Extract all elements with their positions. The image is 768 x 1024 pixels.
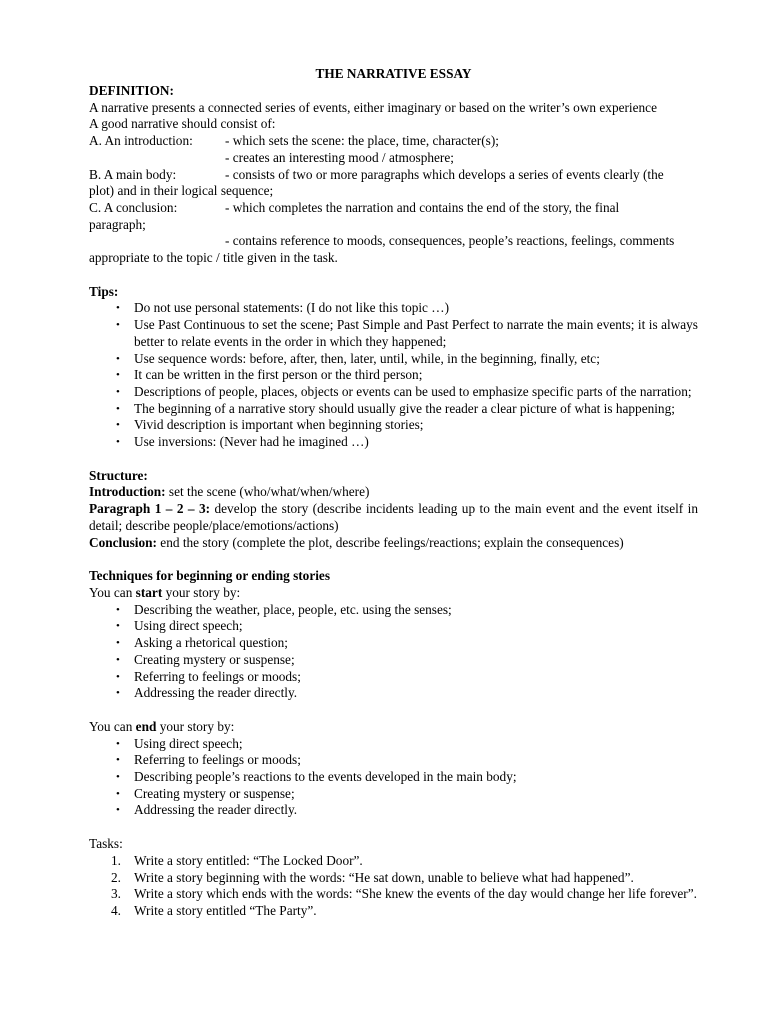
list-item-text: Vivid description is important when beginning stories; xyxy=(134,417,424,433)
spacer xyxy=(89,819,698,836)
list-item-text: Asking a rhetorical question; xyxy=(134,635,288,651)
techniques-end-post: your story by: xyxy=(156,718,235,734)
list-item xyxy=(89,635,698,652)
list-item-text: Descriptions of people, places, objects or events can be used to emphasize specific parts of the narration; xyxy=(134,383,692,399)
definition-body-text-first: - consists of two or more paragraphs which develops a series of events clearly (the xyxy=(225,166,664,182)
tips-list xyxy=(89,300,698,450)
list-item xyxy=(89,300,698,317)
list-item-text: Using direct speech; xyxy=(134,618,243,634)
definition-intro-text-2: - creates an interesting mood / atmosphere; xyxy=(225,149,454,165)
list-item xyxy=(89,401,698,418)
list-item-text: Referring to feelings or moods; xyxy=(134,752,301,768)
list-item-text: Describing the weather, place, people, etc. using the senses; xyxy=(134,601,452,617)
list-item xyxy=(89,351,698,368)
list-item-text: Using direct speech; xyxy=(134,735,243,751)
list-item-text: Creating mystery or suspense; xyxy=(134,651,295,667)
list-item-text: Write a story which ends with the words: “She knew the events of the day would change her life forever”. xyxy=(134,886,697,902)
list-item xyxy=(89,736,698,753)
list-item xyxy=(89,417,698,434)
bullet-icon: • xyxy=(116,637,120,650)
structure-para-text: develop the story (describe incidents leading up to the main event and the event itself in detail; describe people/place/emotions/actions) xyxy=(89,501,698,533)
list-item xyxy=(89,786,698,803)
structure-conclusion-text: end the story (complete the plot, describe feelings/reactions; explain the consequences) xyxy=(156,534,624,550)
definition-line-2: A good narrative should consist of: xyxy=(89,116,276,132)
definition-conclusion-text-2-rest: appropriate to the topic / title given in the task. xyxy=(89,250,338,266)
bullet-icon: • xyxy=(116,687,120,700)
definition-conclusion-label: C. A conclusion: xyxy=(89,199,178,215)
list-item-text: Use inversions: (Never had he imagined …) xyxy=(134,434,369,450)
structure-section xyxy=(89,468,698,552)
list-item-text: Addressing the reader directly. xyxy=(134,685,298,701)
list-item-text: Write a story beginning with the words: “He sat down, unable to believe what had happened”. xyxy=(134,869,634,885)
list-item xyxy=(89,853,698,870)
list-item-text: Creating mystery or suspense; xyxy=(134,785,295,801)
bullet-icon: • xyxy=(116,319,120,332)
list-item xyxy=(89,685,698,702)
list-item xyxy=(89,669,698,686)
document-page xyxy=(89,66,698,920)
bullet-icon: • xyxy=(116,653,120,666)
techniques-start-pre: You can xyxy=(89,584,136,600)
list-item xyxy=(89,870,698,887)
list-item-text: Write a story entitled: “The Locked Door”. xyxy=(134,852,363,868)
bullet-icon: • xyxy=(116,603,120,616)
techniques-end-pre: You can xyxy=(89,718,136,734)
list-item xyxy=(89,317,698,350)
list-item xyxy=(89,367,698,384)
tips-heading: Tips: xyxy=(89,283,119,299)
bullet-icon: • xyxy=(116,737,120,750)
tasks-heading: Tasks: xyxy=(89,836,123,852)
list-item xyxy=(89,384,698,401)
list-item xyxy=(89,802,698,819)
techniques-end-intro xyxy=(89,719,698,736)
definition-conclusion-text-rest: paragraph; xyxy=(89,216,146,232)
bullet-icon: • xyxy=(116,620,120,633)
list-item xyxy=(89,618,698,635)
list-item xyxy=(89,652,698,669)
techniques-start-intro xyxy=(89,585,698,602)
bullet-icon: • xyxy=(116,352,120,365)
definition-intro-text-1: - which sets the scene: the place, time, character(s); xyxy=(225,133,499,149)
structure-paragraphs xyxy=(89,501,698,534)
list-item-text: Describing people’s reactions to the events developed in the main body; xyxy=(134,769,517,785)
list-item xyxy=(89,886,698,903)
bullet-icon: • xyxy=(116,302,120,315)
list-item xyxy=(89,903,698,920)
task-number: 3. xyxy=(111,886,121,902)
structure-intro-label: Introduction: xyxy=(89,484,166,500)
bullet-icon: • xyxy=(116,670,120,683)
techniques-start-word: start xyxy=(135,584,163,600)
list-item-text: Referring to feelings or moods; xyxy=(134,668,301,684)
definition-intro-label: A. An introduction: xyxy=(89,133,193,149)
structure-conclusion-label: Conclusion: xyxy=(89,534,157,550)
techniques-heading: Techniques for beginning or ending stories xyxy=(89,568,330,584)
spacer xyxy=(89,267,698,284)
definition-conclusion-row xyxy=(89,200,698,217)
list-item-text: Use sequence words: before, after, then, later, until, while, in the beginning, finally, etc; xyxy=(134,350,600,366)
list-item xyxy=(89,602,698,619)
list-item-text: It can be written in the first person or the third person; xyxy=(134,367,423,383)
techniques-section xyxy=(89,568,698,819)
definition-body-text-rest: plot) and in their logical sequence; xyxy=(89,183,274,199)
definition-conclusion-text-2-first: - contains reference to moods, consequences, people’s reactions, feelings, comments xyxy=(225,233,675,249)
bullet-icon: • xyxy=(116,436,120,449)
task-number: 4. xyxy=(111,902,121,918)
task-number: 2. xyxy=(111,869,121,885)
techniques-start-post: your story by: xyxy=(162,584,241,600)
definition-body-row xyxy=(89,167,698,184)
definition-intro-row xyxy=(89,133,698,150)
list-item xyxy=(89,769,698,786)
document-title: THE NARRATIVE ESSAY xyxy=(315,66,472,81)
task-number: 1. xyxy=(111,852,121,868)
bullet-icon: • xyxy=(116,754,120,767)
list-item xyxy=(89,434,698,451)
structure-introduction xyxy=(89,484,698,501)
list-item-text: Use Past Continuous to set the scene; Past Simple and Past Perfect to narrate the main events; it is always better to relate events in the order in which they happened; xyxy=(134,317,698,349)
spacer xyxy=(89,551,698,568)
techniques-start-list xyxy=(89,602,698,702)
tasks-list xyxy=(89,853,698,920)
bullet-icon: • xyxy=(116,369,120,382)
list-item xyxy=(89,752,698,769)
techniques-end-word: end xyxy=(135,718,157,734)
structure-heading: Structure: xyxy=(89,467,148,483)
bullet-icon: • xyxy=(116,402,120,415)
bullet-icon: • xyxy=(116,419,120,432)
tasks-section xyxy=(89,836,698,920)
list-item-text: The beginning of a narrative story should usually give the reader a clear picture of what is happening; xyxy=(134,400,675,416)
bullet-icon: • xyxy=(116,385,120,398)
definition-conclusion-text-first: - which completes the narration and contains the end of the story, the final xyxy=(225,199,620,215)
list-item-text: Addressing the reader directly. xyxy=(134,802,298,818)
definition-body-label: B. A main body: xyxy=(89,166,177,182)
bullet-icon: • xyxy=(116,804,120,817)
tips-section xyxy=(89,284,698,451)
list-item-text: Do not use personal statements: (I do not like this topic …) xyxy=(134,300,450,316)
structure-intro-text: set the scene (who/what/when/where) xyxy=(165,484,370,500)
definition-section xyxy=(89,83,698,267)
techniques-end-list xyxy=(89,736,698,820)
bullet-icon: • xyxy=(116,787,120,800)
structure-para-label: Paragraph 1 – 2 – 3: xyxy=(89,501,211,517)
definition-line-1: A narrative presents a connected series of events, either imaginary or based on the writer’s own experience xyxy=(89,99,657,115)
spacer xyxy=(89,702,698,719)
list-item-text: Write a story entitled “The Party”. xyxy=(134,902,317,918)
definition-heading: DEFINITION: xyxy=(89,83,174,98)
spacer xyxy=(89,451,698,468)
structure-conclusion xyxy=(89,535,698,552)
bullet-icon: • xyxy=(116,771,120,784)
